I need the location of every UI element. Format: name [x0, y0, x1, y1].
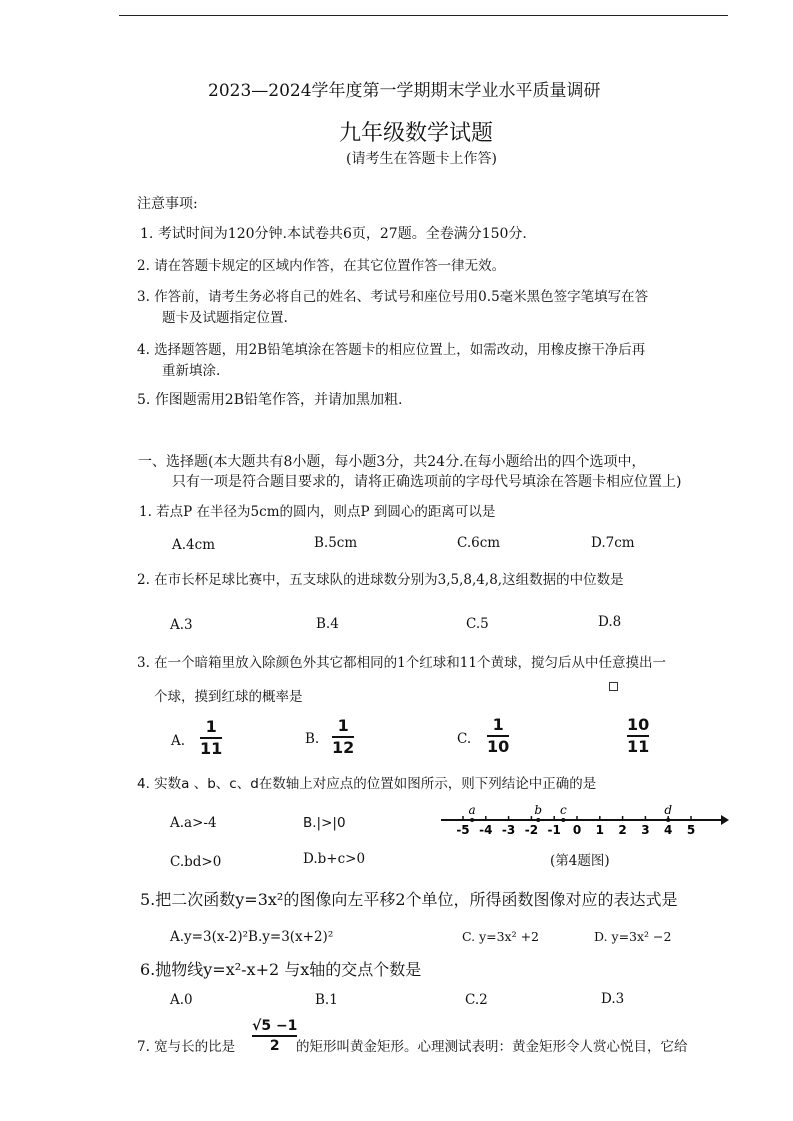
- q6-option-d: D.3: [601, 991, 625, 1007]
- q2-option-b: B.4: [316, 616, 339, 632]
- number-line-tick-label: -5: [456, 823, 470, 837]
- notice-num: 2.: [137, 258, 150, 274]
- fraction-denominator: 11: [627, 737, 650, 756]
- notice-item-3: [137, 285, 648, 305]
- number-line-point: [666, 818, 670, 822]
- number-line-tick-label: 4: [664, 823, 673, 837]
- q3-option-c-label: C.: [457, 731, 472, 747]
- notice-item-5: [137, 389, 402, 409]
- q3-option-c-fraction: [487, 716, 509, 756]
- q1-option-d: D.7cm: [591, 535, 635, 551]
- number-line-point: [470, 818, 474, 822]
- fraction-numerator: 1: [337, 716, 349, 735]
- number-line-tick-label: -1: [547, 823, 561, 837]
- number-line-point-label: a: [468, 803, 476, 817]
- exam-note: (请考生在答题卡上作答): [346, 151, 497, 167]
- question-7-prefix: 7. 宽与长的比是: [137, 1039, 236, 1055]
- q3-option-a-fraction: [200, 718, 222, 758]
- notice-item-1: [140, 223, 527, 243]
- number-line-tick-label: 5: [686, 823, 696, 837]
- number-line-tick-label: 0: [572, 823, 582, 837]
- exam-title: 2023—2024学年度第一学期期末学业水平质量调研: [208, 81, 601, 101]
- q4-option-a: A.a>-4: [170, 815, 217, 831]
- number-line-point-label: b: [534, 803, 543, 817]
- number-line-tick-label: -2: [524, 823, 539, 837]
- notice-item-4-cont: 重新填涂.: [162, 363, 221, 379]
- q2-option-d: D.8: [598, 614, 622, 630]
- number-line-tick-label: 3: [641, 823, 650, 837]
- fraction-denominator: 11: [200, 739, 223, 758]
- number-line-tick-label: 1: [595, 823, 604, 837]
- notice-num: 3.: [137, 289, 150, 305]
- fraction-bar: [252, 1035, 297, 1037]
- question-5-stem: 5.把二次函数y=3x²的图像向左平移2个单位，所得函数图像对应的表达式是: [140, 890, 678, 909]
- notice-item-2: [137, 254, 505, 274]
- exam-subtitle: 九年级数学试题: [339, 121, 494, 146]
- question-4-stem: 4. 实数a 、b、c、d在数轴上对应点的位置如图所示，则下列结论中正确的是: [137, 776, 597, 792]
- q6-option-c: C.2: [465, 992, 488, 1008]
- question-3-stem: 3. 在一个暗箱里放入除颜色外其它都相同的1个红球和11个黄球，搅匀后从中任意摸出一: [137, 655, 666, 671]
- q3-option-b-fraction: [332, 717, 354, 757]
- q5-option-c: C. y=3x² +2: [462, 929, 540, 944]
- q1-option-a: A.4cm: [172, 537, 215, 553]
- notice-item-3-cont: 题卡及试题指定位置.: [162, 310, 288, 326]
- number-line-point-label: c: [559, 803, 567, 817]
- fraction-denominator: 10: [487, 737, 510, 756]
- q2-option-c: C.5: [466, 616, 489, 632]
- q4-option-c: C.bd>0: [170, 854, 222, 870]
- notice-text: 请在答题卡规定的区域内作答，在其它位置作答一律无效。: [154, 258, 506, 274]
- fraction-numerator: 1: [492, 715, 504, 734]
- number-line-point: [561, 818, 565, 822]
- q6-option-a: A.0: [170, 992, 193, 1008]
- q3-option-d-fraction: [627, 716, 649, 756]
- q5-option-d: D. y=3x² −2: [594, 929, 672, 944]
- notice-item-4: [137, 338, 645, 358]
- q4-option-b: B.|>|0: [303, 815, 346, 831]
- notice-num: 1.: [140, 226, 154, 242]
- notice-heading: 注意事项:: [137, 196, 198, 212]
- notice-text: 作图题需用2B铅笔作答，并请加黑加粗.: [154, 392, 403, 408]
- fraction-numerator: 10: [627, 715, 650, 734]
- number-line-tick-label: -4: [479, 823, 493, 837]
- number-line-tick-label: 2: [618, 823, 627, 837]
- notice-text: 考试时间为120分钟.本试卷共6页，27题。全卷满分150分.: [157, 226, 527, 242]
- section-heading-line1: 一、选择题(本大题共有8小题，每小题3分，共24分.在每小题给出的四个选项中，: [138, 454, 646, 470]
- q3-option-b-label: B.: [305, 731, 320, 747]
- notice-text: 作答前，请考生务必将自己的姓名、考试号和座位号用0.5毫米黑色签字笔填写在答: [154, 289, 649, 305]
- q6-option-b: B.1: [315, 992, 338, 1008]
- question-2-stem: 2. 在市长杯足球比赛中，五支球队的进球数分别为3,5,8,4,8,这组数据的中位数是: [137, 572, 624, 588]
- q3-option-a-label: A.: [171, 733, 186, 749]
- golden-ratio-fraction: [252, 1018, 297, 1054]
- number-line-point: [536, 818, 540, 822]
- section-heading-line2: 只有一项是符合题目要求的，请将正确选项前的字母代号填涂在答题卡相应位置上): [172, 474, 682, 490]
- fraction-numerator: 1: [205, 717, 217, 736]
- question-7-suffix: 的矩形叫黄金矩形。心理测试表明：黄金矩形令人赏心悦目，它给: [296, 1039, 688, 1055]
- number-line-point-label: d: [664, 803, 673, 817]
- notice-num: 5.: [137, 392, 151, 408]
- notice-num: 4.: [137, 342, 150, 358]
- fraction-denominator: 12: [332, 738, 355, 757]
- q1-option-b: B.5cm: [314, 535, 358, 551]
- notice-text: 选择题答题，用2B铅笔填涂在答题卡的相应位置上，如需改动，用橡皮擦干净后再: [154, 342, 646, 358]
- number-line-figure: [437, 800, 732, 842]
- fraction-numerator: √5 −1: [252, 1018, 298, 1034]
- number-line-tick-label: -3: [501, 823, 516, 837]
- q2-option-a: A.3: [170, 617, 193, 633]
- question-6-stem: 6.抛物线y=x²-x+2 与x轴的交点个数是: [140, 960, 422, 979]
- placeholder-box-icon: [609, 676, 618, 695]
- figure-4-caption: (第4题图): [550, 853, 610, 869]
- fraction-denominator: 2: [269, 1038, 280, 1054]
- question-1-stem: 1. 若点P 在半径为5cm的圆内，则点P 到圆心的距离可以是: [139, 504, 496, 520]
- q1-option-c: C.6cm: [457, 535, 501, 551]
- q4-option-d: D.b+c>0: [303, 851, 366, 867]
- q5-option-ab: A.y=3(x-2)²B.y=3(x+2)²: [170, 929, 334, 945]
- header-rule: [119, 15, 728, 16]
- number-line-arrow-icon: [721, 815, 729, 825]
- question-3-stem-cont: 个球，摸到红球的概率是: [154, 689, 303, 705]
